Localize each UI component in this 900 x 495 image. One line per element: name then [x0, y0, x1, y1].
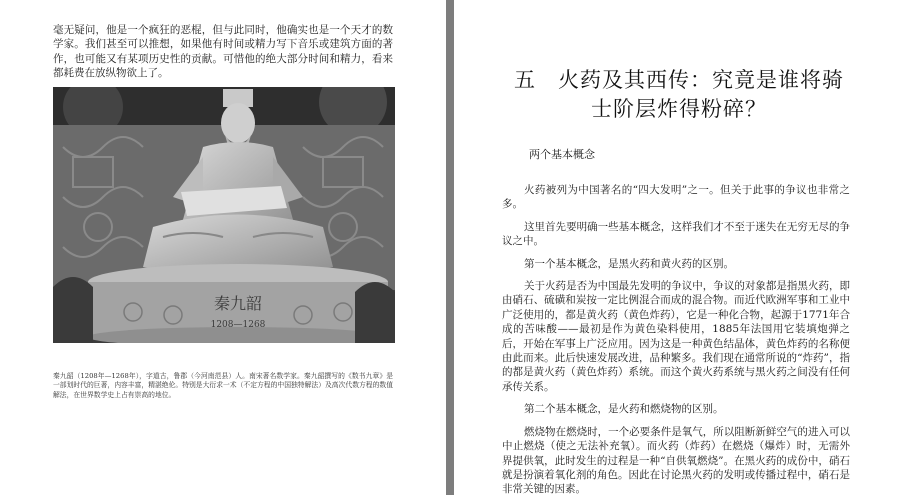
body-paragraph: 第二个基本概念，是火药和燃烧物的区别。 [524, 403, 724, 416]
inscription-text: 秦九韶 [213, 294, 263, 313]
photo-caption: 秦九韶（1208年—1268年），字道古，鲁郡（今河南范县）人。南宋著名数学家。秦九韶撰写的《数书九章》是一部划时代的巨著，内容丰富，精湛绝伦。特别是大衍求一术（不定方程的中国独特解法）及高次代数方程的数值解法，在世界数学史上占有崇高的地位。 [53, 371, 393, 399]
section-title: 两个基本概念 [529, 148, 595, 161]
left-page [0, 0, 446, 495]
intro-paragraph: 毫无疑问，他是一个疯狂的恶棍，但与此同时，他确实也是一个天才的数学家。我们甚至可以推想，如果他有时间或精力写下音乐或建筑方面的著作，也可能又有某项历史性的贡献。可惜他的绝大部分时间和精力，看来都耗费在放纵物欲上了。 [53, 24, 393, 80]
body-text [502, 183, 850, 495]
chapter-title: 五 火药及其西传：究竟是谁将骑士阶层炸得粉碎？ [514, 68, 844, 121]
body-paragraph: 火药被列为中国著名的“四大发明”之一。但关于此事的争议也非常之多。 [502, 184, 850, 211]
right-page [454, 0, 900, 495]
body-paragraph: 这里首先要明确一些基本概念，这样我们才不至于迷失在无穷无尽的争议之中。 [502, 220, 850, 248]
body-paragraph: 第一个基本概念，是黑火药和黄火药的区别。 [524, 257, 734, 270]
body-paragraph: 关于火药是否为中国最先发明的争议中，争议的对象都是指黑火药，即由硝石、硫磺和炭按一定比例混合而成的混合物。而近代欧洲军事和工业中广泛使用的，都是黄火药（黄色炸药），它是一种化合物，起源于1771年合成的苦味酸——最初是作为黄色染料使用，1885年法国用它装填炮弹之后，开始在军事上广泛应用。因为这是一种黄色结晶体，黄色炸药的名称便由此而来。此后快速发展改进，品种繁多。我们现在通常所说的“炸药”，指的都是黄火药（黄色炸药）系统。而这个黄火药系统与黑火药之间没有任何承传关系。 [502, 280, 850, 393]
inscription-years: 1208—1268 [210, 320, 266, 330]
pedestal [88, 264, 388, 343]
book-gutter [446, 0, 454, 495]
body-paragraph: 燃烧物在燃烧时，一个必要条件是氧气，所以阻断新鲜空气的进入可以中止燃烧（使之无法补充氧）。而火药（炸药）在燃烧（爆炸）时，无需外界提供氧，此时发生的过程是一种“自供氧燃烧”。在黑火药的成份中，硝石就是扮演着氧化剂的角色。因此在讨论黑火药的发明或传播过程中，硝石是非常关键的因素。 [502, 425, 850, 495]
statue-illustration [53, 87, 395, 343]
statue-photo [53, 87, 395, 343]
